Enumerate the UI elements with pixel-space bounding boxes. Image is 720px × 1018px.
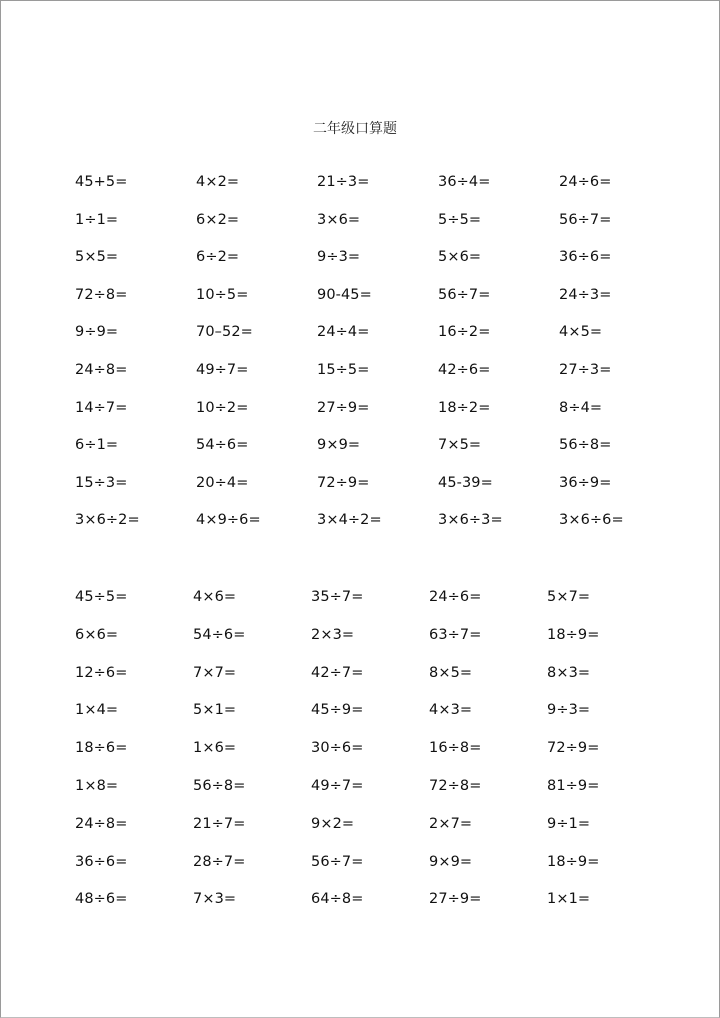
arithmetic-problem: 63÷7= <box>429 626 482 643</box>
arithmetic-problem: 8÷4= <box>559 399 603 416</box>
arithmetic-problem: 18÷6= <box>75 740 128 757</box>
arithmetic-problem: 24÷8= <box>75 361 128 378</box>
arithmetic-problem: 49÷7= <box>311 777 364 794</box>
arithmetic-problem: 4×5= <box>559 324 603 341</box>
arithmetic-problem: 5×7= <box>547 589 591 605</box>
arithmetic-problem: 1×8= <box>75 777 119 794</box>
arithmetic-problem: 3×6÷2= <box>75 512 140 529</box>
arithmetic-problem: 5×6= <box>438 249 482 266</box>
arithmetic-problem: 35÷7= <box>311 589 364 605</box>
arithmetic-problem: 45÷5= <box>75 589 128 605</box>
arithmetic-problem: 36÷4= <box>438 174 491 190</box>
arithmetic-problem: 16÷2= <box>438 324 491 341</box>
arithmetic-problem: 8×3= <box>547 664 591 681</box>
arithmetic-problem: 42÷6= <box>438 361 491 378</box>
arithmetic-problem: 10÷2= <box>196 399 249 416</box>
arithmetic-problem: 14÷7= <box>75 399 128 416</box>
arithmetic-problem: 7×7= <box>193 664 237 681</box>
arithmetic-problem: 5×1= <box>193 702 237 719</box>
arithmetic-problem: 16÷8= <box>429 740 482 757</box>
arithmetic-problem: 24÷8= <box>75 815 128 832</box>
arithmetic-problem: 9×2= <box>311 815 355 832</box>
arithmetic-problem: 24÷3= <box>559 286 612 303</box>
arithmetic-problem: 36÷6= <box>559 249 612 266</box>
arithmetic-problem: 54÷6= <box>196 437 249 454</box>
arithmetic-problem: 56÷7= <box>559 211 612 228</box>
arithmetic-problem: 7×3= <box>193 891 237 908</box>
arithmetic-problem: 9÷9= <box>75 324 119 341</box>
arithmetic-problem: 18÷9= <box>547 626 600 643</box>
arithmetic-problem: 72÷9= <box>547 740 600 757</box>
arithmetic-problem: 2×3= <box>311 626 355 643</box>
arithmetic-problem: 70–52= <box>196 324 253 341</box>
arithmetic-problem: 9÷3= <box>317 249 361 266</box>
arithmetic-problem: 15÷3= <box>75 474 128 491</box>
arithmetic-problem: 64÷8= <box>311 891 364 908</box>
arithmetic-problem: 6÷1= <box>75 437 119 454</box>
arithmetic-problem: 10÷5= <box>196 286 249 303</box>
problem-grid-section-1 <box>75 170 679 546</box>
arithmetic-problem: 2×7= <box>429 815 473 832</box>
arithmetic-problem: 21÷3= <box>317 174 370 190</box>
arithmetic-problem: 36÷9= <box>559 474 612 491</box>
worksheet-title: 二年级口算题 <box>313 121 397 137</box>
arithmetic-problem: 1×4= <box>75 702 119 719</box>
arithmetic-problem: 49÷7= <box>196 361 249 378</box>
arithmetic-problem: 45+5= <box>75 174 128 190</box>
arithmetic-problem: 1×6= <box>193 740 237 757</box>
arithmetic-problem: 72÷8= <box>75 286 128 303</box>
arithmetic-problem: 90-45= <box>317 286 372 303</box>
arithmetic-problem: 5÷5= <box>438 211 482 228</box>
arithmetic-problem: 5×5= <box>75 249 119 266</box>
arithmetic-problem: 7×5= <box>438 437 482 454</box>
arithmetic-problem: 3×6÷3= <box>438 512 503 529</box>
arithmetic-problem: 3×6÷6= <box>559 512 624 529</box>
arithmetic-problem: 9÷1= <box>547 815 591 832</box>
arithmetic-problem: 45-39= <box>438 474 493 491</box>
arithmetic-problem: 27÷9= <box>429 891 482 908</box>
arithmetic-problem: 15÷5= <box>317 361 370 378</box>
arithmetic-problem: 9×9= <box>317 437 361 454</box>
arithmetic-problem: 6×6= <box>75 626 119 643</box>
arithmetic-problem: 42÷7= <box>311 664 364 681</box>
arithmetic-problem: 48÷6= <box>75 891 128 908</box>
arithmetic-problem: 12÷6= <box>75 664 128 681</box>
arithmetic-problem: 27÷9= <box>317 399 370 416</box>
arithmetic-problem: 18÷2= <box>438 399 491 416</box>
arithmetic-problem: 4×3= <box>429 702 473 719</box>
arithmetic-problem: 24÷4= <box>317 324 370 341</box>
problem-grid-section-2 <box>75 585 665 925</box>
arithmetic-problem: 20÷4= <box>196 474 249 491</box>
arithmetic-problem: 54÷6= <box>193 626 246 643</box>
arithmetic-problem: 72÷9= <box>317 474 370 491</box>
arithmetic-problem: 1×1= <box>547 891 591 908</box>
arithmetic-problem: 45÷9= <box>311 702 364 719</box>
arithmetic-problem: 9÷3= <box>547 702 591 719</box>
arithmetic-problem: 27÷3= <box>559 361 612 378</box>
arithmetic-problem: 3×6= <box>317 211 361 228</box>
arithmetic-problem: 24÷6= <box>429 589 482 605</box>
arithmetic-problem: 72÷8= <box>429 777 482 794</box>
arithmetic-problem: 30÷6= <box>311 740 364 757</box>
arithmetic-problem: 3×4÷2= <box>317 512 382 529</box>
arithmetic-problem: 1÷1= <box>75 211 119 228</box>
arithmetic-problem: 28÷7= <box>193 853 246 870</box>
arithmetic-problem: 6×2= <box>196 211 240 228</box>
arithmetic-problem: 24÷6= <box>559 174 612 190</box>
arithmetic-problem: 56÷8= <box>193 777 246 794</box>
arithmetic-problem: 21÷7= <box>193 815 246 832</box>
arithmetic-problem: 8×5= <box>429 664 473 681</box>
arithmetic-problem: 9×9= <box>429 853 473 870</box>
arithmetic-problem: 4×2= <box>196 174 240 190</box>
arithmetic-problem: 6÷2= <box>196 249 240 266</box>
arithmetic-problem: 4×9÷6= <box>196 512 261 529</box>
arithmetic-problem: 81÷9= <box>547 777 600 794</box>
arithmetic-problem: 18÷9= <box>547 853 600 870</box>
arithmetic-problem: 36÷6= <box>75 853 128 870</box>
arithmetic-problem: 56÷7= <box>438 286 491 303</box>
arithmetic-problem: 56÷8= <box>559 437 612 454</box>
arithmetic-problem: 56÷7= <box>311 853 364 870</box>
arithmetic-problem: 4×6= <box>193 589 237 605</box>
